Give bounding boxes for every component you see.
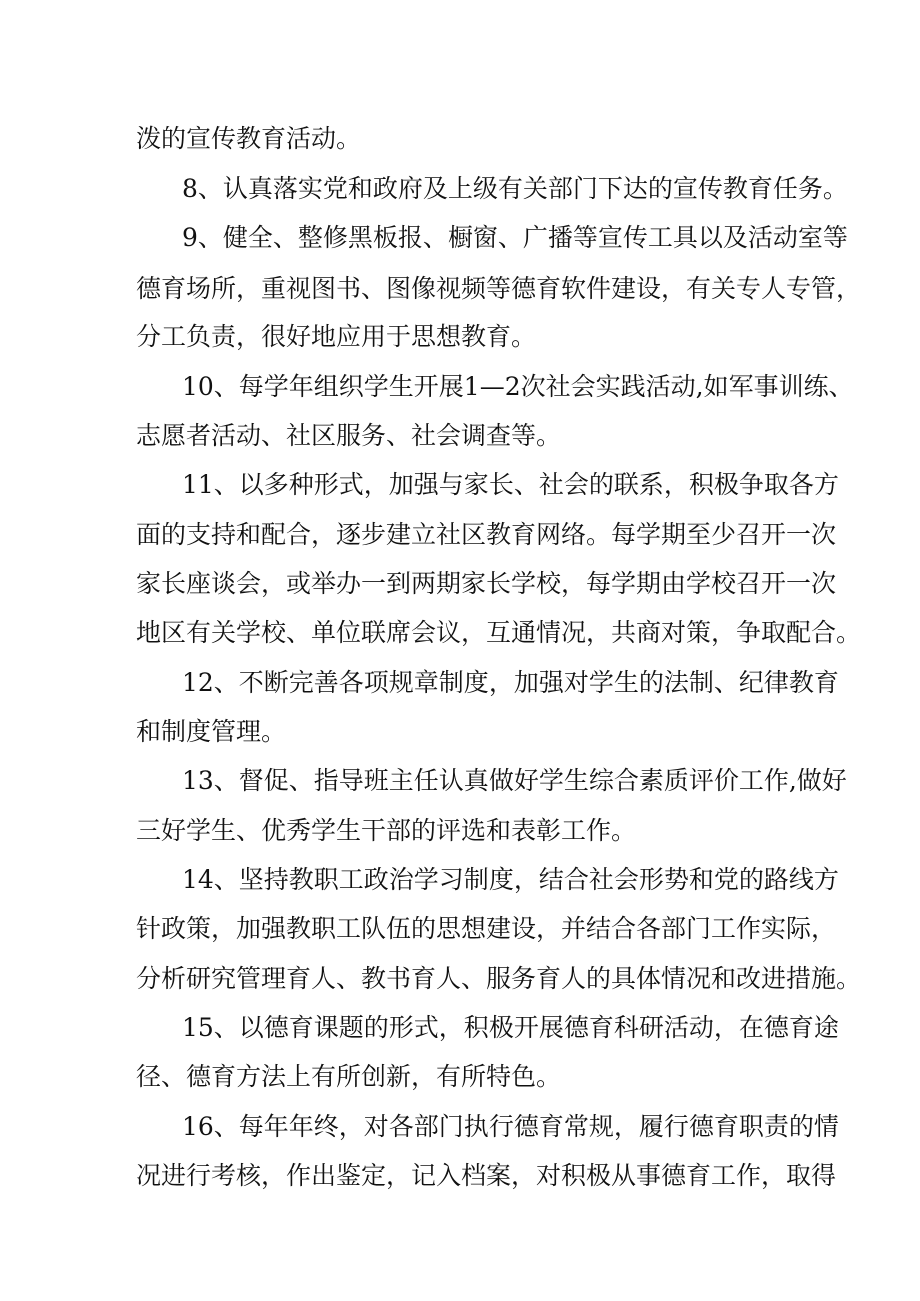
text-line: 12、不断完善各项规章制度，加强对学生的法制、纪律教育 bbox=[182, 668, 839, 697]
text-line: 志愿者活动、社区服务、社会调查等。 bbox=[136, 421, 562, 450]
text-line: 径、德育方法上有所创新，有所特色。 bbox=[136, 1062, 562, 1091]
text-line: 家长座谈会，或举办一到两期家长学校，每学期由学校召开一次 bbox=[136, 569, 837, 598]
text-line: 泼的宣传教育活动。 bbox=[136, 124, 362, 153]
text-line: 14、坚持教职工政治学习制度，结合社会形势和党的路线方 bbox=[182, 865, 839, 894]
text-line: 15、以德育课题的形式，积极开展德育科研活动，在德育途 bbox=[182, 1013, 839, 1042]
text-line: 德育场所，重视图书、图像视频等德育软件建设，有关专人专管， bbox=[136, 274, 862, 303]
text-line: 和制度管理。 bbox=[136, 717, 287, 746]
text-line: 面的支持和配合，逐步建立社区教育网络。每学期至少召开一次 bbox=[136, 520, 837, 549]
text-line: 地区有关学校、单位联席会议，互通情况，共商对策，争取配合。 bbox=[136, 618, 862, 647]
text-line: 况进行考核，作出鉴定，记入档案，对积极从事德育工作，取得 bbox=[136, 1161, 837, 1190]
text-line: 针政策，加强教职工队伍的思想建设，并结合各部门工作实际， bbox=[136, 914, 837, 943]
text-line: 8、认真落实党和政府及上级有关部门下达的宣传教育任务。 bbox=[182, 174, 848, 203]
text-line: 11、以多种形式，加强与家长、社会的联系，积极争取各方 bbox=[182, 470, 839, 499]
text-line: 13、督促、指导班主任认真做好学生综合素质评价工作,做好 bbox=[182, 766, 847, 795]
text-line: 分工负责，很好地应用于思想教育。 bbox=[136, 322, 537, 351]
text-line: 三好学生、优秀学生干部的评选和表彰工作。 bbox=[136, 816, 637, 845]
text-line: 16、每年年终，对各部门执行德育常规，履行德育职责的情 bbox=[182, 1112, 839, 1141]
text-line: 分析研究管理育人、教书育人、服务育人的具体情况和改进措施。 bbox=[136, 964, 862, 993]
text-line: 9、健全、整修黑板报、橱窗、广播等宣传工具以及活动室等 bbox=[182, 223, 848, 252]
text-line: 10、每学年组织学生开展1—2次社会实践活动,如军事训练、 bbox=[182, 372, 854, 401]
